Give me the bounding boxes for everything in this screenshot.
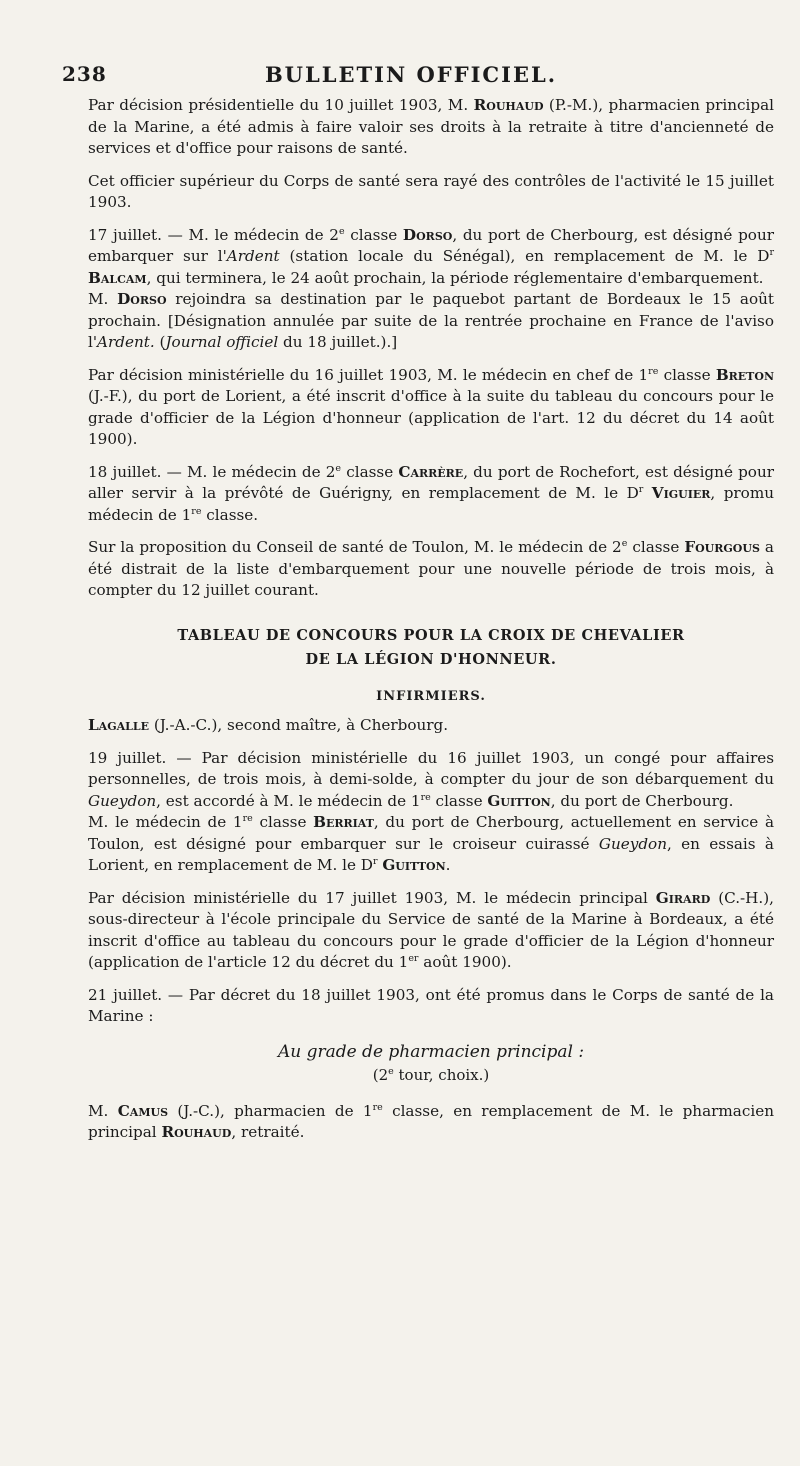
superscript: e [621, 537, 628, 549]
text: M. [88, 1101, 118, 1120]
grade-heading: Au grade de pharmacien principal : [277, 1041, 585, 1062]
superscript: re [648, 365, 659, 377]
superscript: e [335, 462, 342, 474]
text: ( [154, 333, 166, 351]
text: Par décision ministérielle du 16 juillet 1903, M. le médecin en chef de 1 [88, 365, 649, 384]
text: , du port de Cherbourg, est désigné pour embarquer sur l' [88, 225, 774, 265]
text: Par décision ministérielle du 17 juillet 1903, M. le médecin principal [88, 888, 656, 907]
text: , retraité. [231, 1123, 305, 1141]
person-name: Breton [715, 365, 774, 384]
text: (J.-F.), du port de Lorient, a été inscrit d'office à la suite du tableau du concours pour le grade d'officier de la Légion d'honneur (application de l'art. 12 du décret du 14 août 1900). [88, 387, 774, 448]
text: (P.-M.), pharmacien principal de la Marine, a été admis à faire valoir ses droits à la retraite à titre d'ancienneté de services et d'office pour raisons de santé. [88, 96, 774, 157]
superscript: re [242, 812, 253, 824]
person-name: Balcam [88, 268, 147, 287]
text: classe [430, 791, 488, 810]
person-name: Carrère [398, 462, 464, 481]
text: 17 juillet. — M. le médecin de 2 [88, 225, 339, 244]
paragraph-promotions [88, 985, 774, 1028]
section-subheading: INFIRMIERS. [376, 688, 486, 704]
text: rejoindra sa destination par le paquebot partant de Bordeaux le 15 août prochain. [Désignation annulée par suite de la rentrée prochaine en France de l'aviso l' [88, 290, 774, 351]
text: M. le médecin de 1 [88, 813, 243, 831]
superscript: e [388, 1066, 394, 1077]
superscript: re [372, 1101, 383, 1113]
person-name: Fourgous [684, 538, 760, 556]
text: classe [344, 225, 403, 244]
person-name: Dorso [117, 290, 167, 308]
text: . [445, 856, 451, 874]
paragraph-guitton-leave [88, 748, 774, 813]
text: (station locale du Sénégal), en remplacement de M. le D [279, 247, 770, 265]
text: , en essais à Lorient, en remplacement de M. le D [88, 834, 774, 874]
superscript: re [420, 791, 431, 803]
superscript: re [191, 505, 202, 517]
text: classe [341, 462, 399, 481]
text [643, 484, 651, 502]
text: classe [627, 538, 685, 556]
person-name: Dorso [402, 225, 453, 244]
text: août 1900). [418, 953, 512, 971]
text: tour, choix.) [393, 1066, 490, 1084]
text: Sur la proposition du Conseil de santé de Toulon, M. le médecin de 2 [88, 538, 622, 556]
journal-title: Journal officiel [165, 333, 279, 351]
text: (J.-C.), pharmacien de 1 [168, 1101, 373, 1120]
text: , promu médecin de 1 [88, 484, 775, 524]
text: a été distrait de la liste d'embarquement pour une nouvelle période de trois mois, à compter du 12 juillet courant. [88, 538, 774, 599]
ship-name: Ardent [226, 247, 280, 265]
superscript: r [638, 483, 644, 495]
text: du 18 juillet.).] [278, 333, 398, 351]
paragraph-rouhaud-radiation [88, 171, 774, 214]
text: , est accordé à M. le médecin de 1 [156, 791, 421, 810]
grade-subheading [88, 1065, 774, 1087]
text: classe [658, 365, 716, 384]
text: , qui terminera, le 24 août prochain, la période réglementaire d'embarquement. [146, 268, 764, 287]
superscript: r [769, 246, 775, 258]
text: M. [88, 290, 118, 308]
text: 19 juillet. — Par décision ministérielle du 16 juillet 1903, un congé pour affaires personnelles, de trois mois, à demi-solde, à compter du jour de son débarquement du [88, 748, 774, 788]
superscript: r [372, 855, 378, 867]
ship-name: Ardent. [97, 333, 155, 351]
person-name: Rouhaud [161, 1123, 232, 1141]
superscript: er [408, 952, 419, 964]
person-name: Viguier [651, 484, 711, 502]
text: classe [252, 813, 314, 831]
paragraph-carrere-assignment [88, 462, 774, 527]
paragraph-camus-promotion [88, 1101, 774, 1144]
superscript: e [338, 225, 345, 237]
person-name: Rouhaud [473, 96, 544, 114]
page-body [88, 95, 774, 1155]
text: 18 juillet. — M. le médecin de 2 [88, 462, 336, 481]
ship-name: Gueydon [88, 791, 157, 810]
page-number: 238 [62, 62, 107, 86]
paragraph-breton-inscription [88, 365, 774, 451]
text: 21 juillet. — Par décret du 18 juillet 1903, ont été promus dans le Corps de santé de la Marine : [88, 985, 774, 1025]
tableau-title [88, 624, 774, 672]
person-name: Lagalle [88, 716, 149, 734]
paragraph-girard-inscription [88, 888, 774, 974]
person-name: Camus [117, 1101, 169, 1120]
running-title: BULLETIN OFFICIEL. [264, 62, 558, 87]
paragraph-rouhaud-retirement [88, 95, 774, 160]
paragraph-dorso-assignment [88, 225, 774, 290]
tableau-title-line1: TABLEAU DE CONCOURS POUR LA CROIX DE CHEVALIER [177, 626, 685, 644]
text: (2 [372, 1066, 389, 1084]
person-name: Guitton [382, 856, 446, 874]
ship-name: Gueydon [598, 834, 667, 853]
person-name: Berriat [313, 813, 374, 831]
text: classe. [201, 505, 259, 524]
text: (J.-A.-C.), second maître, à Cherbourg. [149, 716, 449, 734]
text: Cet officier supérieur du Corps de santé sera rayé des contrôles de l'activité le 15 juillet 1903. [88, 171, 774, 211]
tableau-title-line2: DE LA LÉGION D'HONNEUR. [305, 650, 557, 668]
text: , du port de Cherbourg. [550, 791, 734, 810]
person-name: Girard [655, 888, 711, 907]
paragraph-fourgous-extension [88, 537, 774, 602]
text: Par décision présidentielle du 10 juillet 1903, M. [88, 96, 474, 114]
page-header [62, 62, 760, 92]
text: , du port de Rochefort, est désigné pour aller servir à la prévôté de Guérigny, en remplacement de M. le D [88, 462, 774, 502]
tableau-entry [88, 715, 774, 737]
text: , du port de Cherbourg, actuellement en service à Toulon, est désigné pour embarquer sur le croiseur cuirassé [88, 813, 774, 853]
person-name: Guitton [487, 791, 551, 810]
text: classe, en remplacement de M. le pharmacien principal [88, 1101, 774, 1141]
paragraph-berriat-assignment [88, 812, 774, 877]
paragraph-dorso-cancellation [88, 289, 774, 354]
text: (C.-H.), sous-directeur à l'école principale du Service de santé de la Marine à Bordeaux, a été inscrit d'office au tableau du concours pour le grade d'officier de la Légion d'honneur (application de l'article 12 du décret du 1 [88, 888, 774, 971]
